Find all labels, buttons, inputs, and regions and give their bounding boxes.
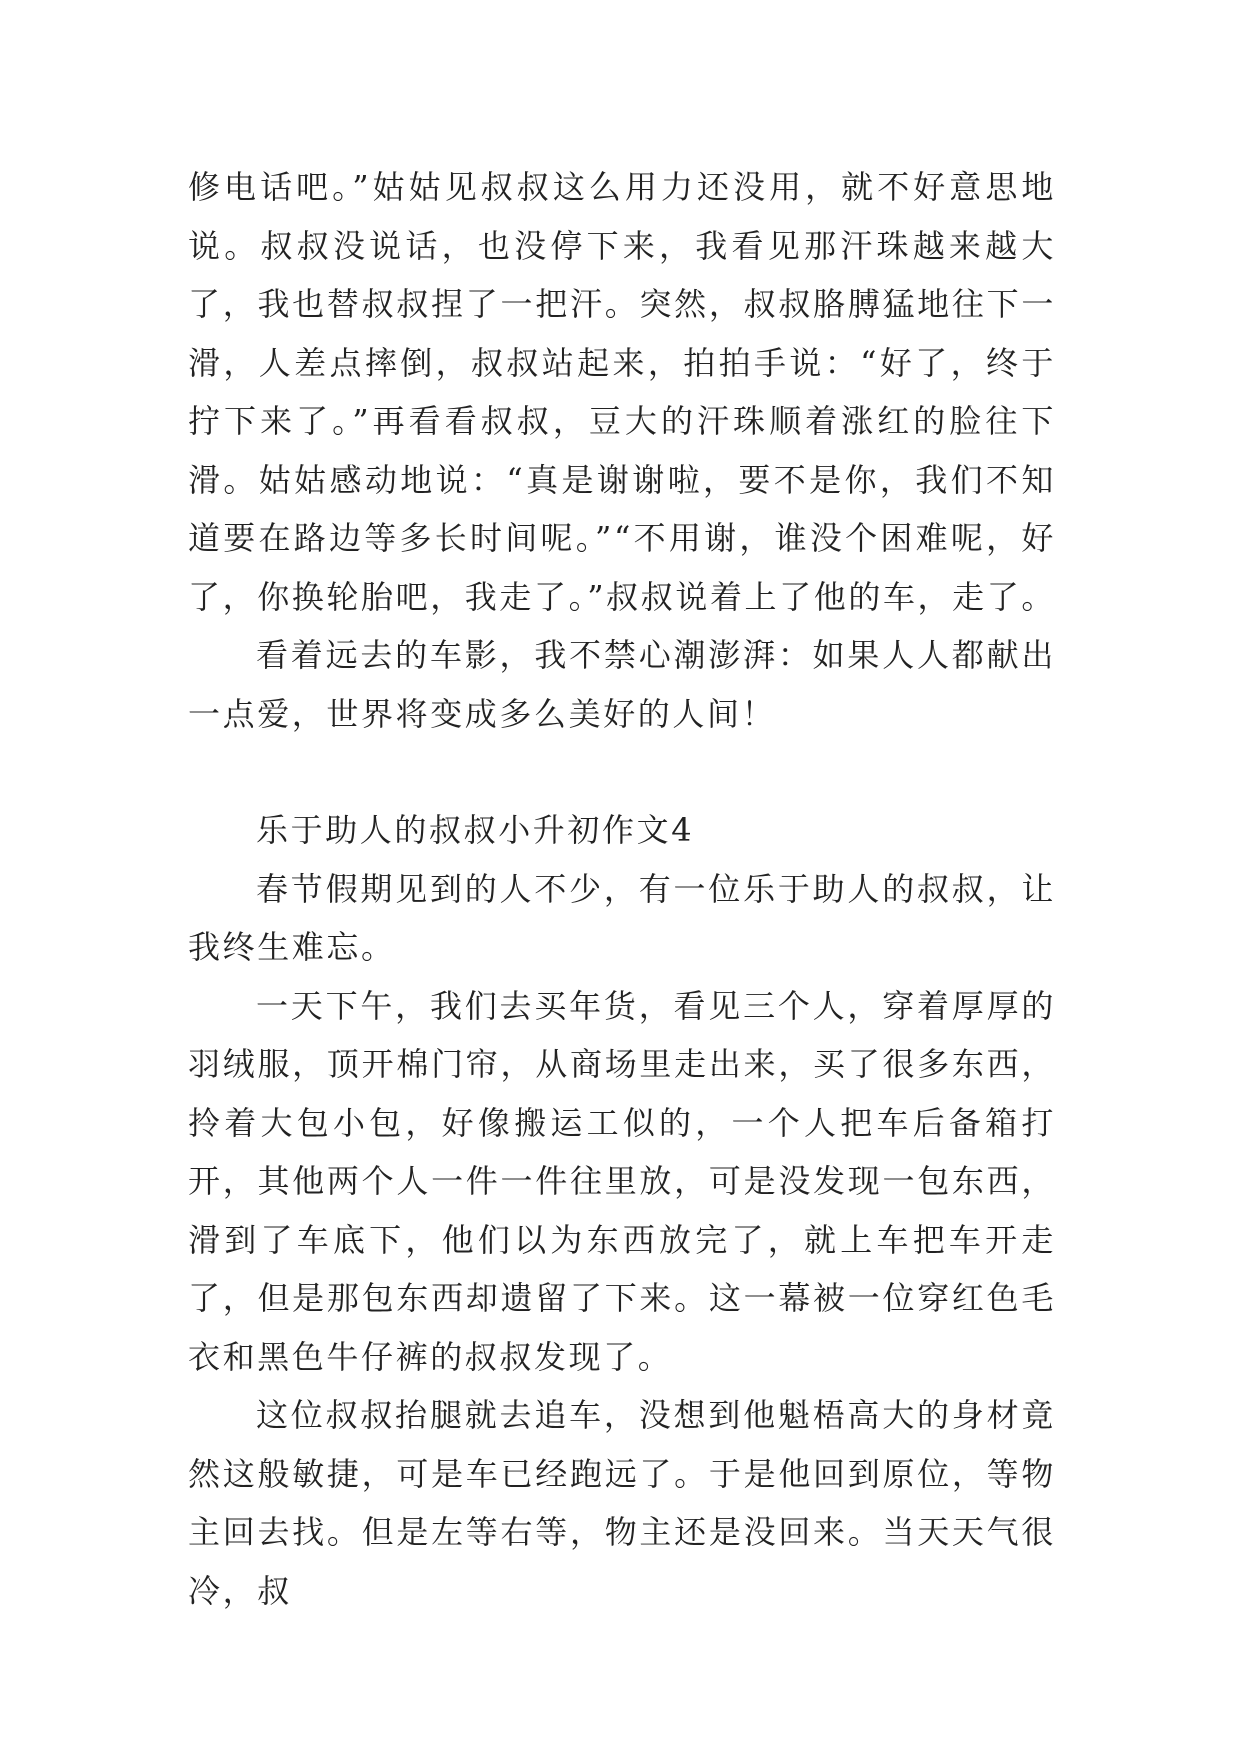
- paragraph: 春节假期见到的人不少，有一位乐于助人的叔叔，让我终生难忘。: [188, 869, 1056, 966]
- paragraph: 一天下午，我们去买年货，看见三个人，穿着厚厚的羽绒服，顶开棉门帘，从商场里走出来，买了很多东西，拎着大包小包，好像搬运工似的，一个人把车后备箱打开，其他两个人一件一件往里放，可是没发现一包东西，滑到了车底下，他们以为东西放完了，就上车把车开走了，但是那包东西却遗留了下来。这一幕被一位穿红色毛衣和黑色牛仔裤的叔叔发现了。: [188, 986, 1056, 1376]
- paragraph: 这位叔叔抬腿就去追车，没想到他魁梧高大的身材竟然这般敏捷，可是车已经跑远了。于是他回到原位，等物主回去找。但是左等右等，物主还是没回来。当天天气很冷，叔: [188, 1396, 1056, 1610]
- section-title: 乐于助人的叔叔小升初作文4: [256, 811, 695, 849]
- document-body: [188, 158, 1056, 1620]
- paragraph: 修电话吧。”姑姑见叔叔这么用力还没用，就不好意思地说。叔叔没说话，也没停下来，我看见那汗珠越来越大了，我也替叔叔捏了一把汗。突然，叔叔胳膊猛地往下一滑，人差点摔倒，叔叔站起来，拍拍手说：“好了，终于拧下来了。”再看看叔叔，豆大的汗珠顺着涨红的脸往下滑。姑姑感动地说：“真是谢谢啦，要不是你，我们不知道要在路边等多长时间呢。”“不用谢，谁没个困难呢，好了，你换轮胎吧，我走了。”叔叔说着上了他的车，走了。: [188, 168, 1056, 616]
- paragraph: 看着远去的车影，我不禁心潮澎湃：如果人人都献出一点爱，世界将变成多么美好的人间！: [188, 636, 1056, 733]
